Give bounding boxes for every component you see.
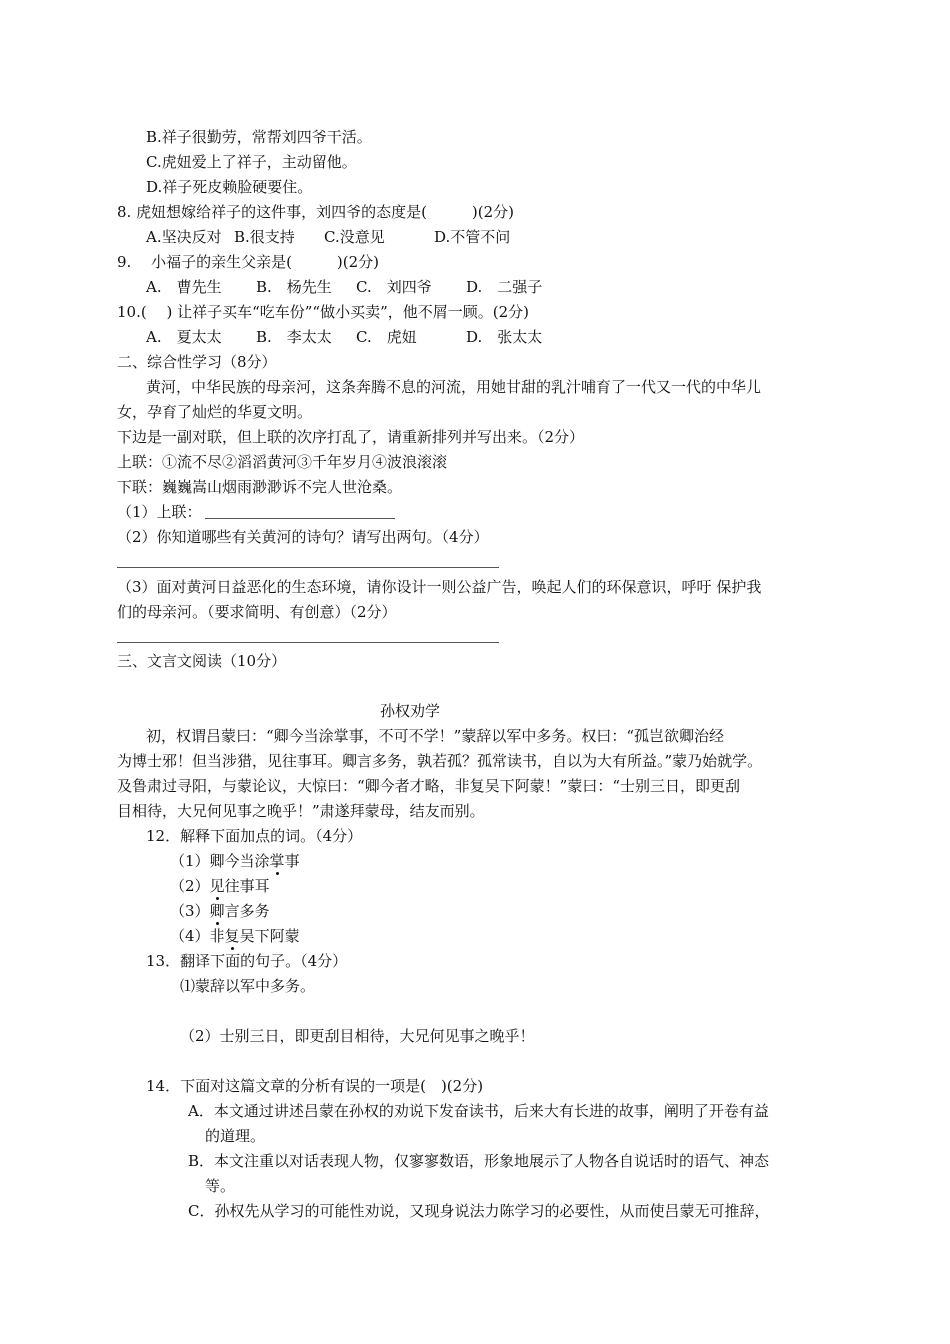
passage-title: 孙权劝学 (380, 702, 441, 720)
q13-stem: 13．翻译下面的句子。（4分） (146, 952, 348, 970)
dotted-word: 卿 (209, 902, 225, 920)
q8-option-a: A.坚决反对 (146, 228, 222, 246)
q12-item-2: （2）见往事耳 (170, 877, 270, 895)
q9-options (146, 277, 542, 297)
q10-stem: 10.( ) 让祥子买车“吃车份”“做小买卖”，他不屑一顾。(2分) (117, 303, 530, 321)
passage-line3: 及鲁肃过寻阳，与蒙论议，大惊曰：“卿今者才略，非复吴下阿蒙！”蒙曰：“士别三日，即更刮 (117, 777, 741, 795)
q12-item-1: （1）卿今当涂掌事 (170, 852, 300, 870)
q14-stem: 14．下面对这篇文章的分析有误的一项是( )(2分) (146, 1077, 484, 1095)
dotted-word: 见 (209, 877, 225, 895)
q9-option-d: D. 二强子 (466, 278, 543, 296)
answer-line-q2 (117, 567, 499, 568)
section2-heading: 二、综合性学习（8分） (117, 353, 277, 371)
q8-option-d: D.不管不问 (434, 228, 511, 246)
q14-option-c-line1: C．孙权先从学习的可能性劝说，又现身说法力陈学习的必要性，从而使吕蒙无可推辞， (188, 1202, 770, 1220)
passage-line2: 为博士邪！但当涉猎，见往事耳。卿言多务，孰若孤？孤常读书，自以为大有所益。”蒙乃始就学。 (117, 752, 763, 770)
dotted-word: 复 (224, 927, 240, 945)
q9-stem: 9. 小福子的亲生父亲是( )(2分) (117, 253, 380, 271)
section2-q3-line1: （3）面对黄河日益恶化的生态环境，请你设计一则公益广告，唤起人们的环保意识，呼吁 保护我 (117, 578, 762, 596)
q9-option-b: B. 杨先生 (256, 278, 332, 296)
q8-stem: 8. 虎妞想嫁给祥子的这件事，刘四爷的态度是( )(2分) (117, 203, 515, 221)
q8-option-c: C.没意见 (324, 228, 385, 246)
q7-option-b: B.祥子很勤劳，常帮刘四爷干活。 (146, 128, 372, 146)
q10-option-a: A. 夏太太 (146, 328, 222, 346)
q13-item-1: ⑴蒙辞以军中多务。 (180, 977, 316, 995)
section2-q2: （2）你知道哪些有关黄河的诗句？请写出两句。（4分） (117, 528, 489, 546)
passage-line4: 目相待，大兄何见事之晚乎！”肃遂拜蒙母，结友而别。 (117, 802, 485, 820)
q12-item-4: （4）非复吴下阿蒙 (170, 927, 300, 945)
answer-line-q1 (205, 518, 395, 519)
q10-option-d: D. 张太太 (466, 328, 543, 346)
dotted-word: 掌 (269, 852, 285, 870)
q12-item-3: （3）卿言多务 (170, 902, 270, 920)
q7-option-d: D.祥子死皮赖脸硬要住。 (146, 178, 313, 196)
section2-q1: （1）上联： (117, 503, 202, 521)
q10-options (146, 327, 542, 347)
section3-heading: 三、文言文阅读（10分） (117, 652, 287, 670)
q8-option-b: B.很支持 (234, 228, 295, 246)
q9-option-c: C. 刘四爷 (356, 278, 432, 296)
q14-option-b-line1: B．本文注重以对话表现人物，仅寥寥数语，形象地展示了人物各自说话时的语气、神态 (188, 1152, 770, 1170)
section2-para-line1: 黄河，中华民族的母亲河，这条奔腾不息的河流，用她甘甜的乳汁哺育了一代又一代的中华儿 (146, 378, 762, 396)
couplet-upper: 上联：①流不尽②滔滔黄河③千年岁月④波浪滚滚 (117, 453, 448, 471)
section2-para-line2: 女，孕育了灿烂的华夏文明。 (117, 403, 313, 421)
section2-q3-line2: 们的母亲河。（要求简明、有创意）（2分） (117, 603, 397, 621)
q10-option-c: C. 虎妞 (356, 328, 417, 346)
couplet-instruction: 下边是一副对联，但上联的次序打乱了，请重新排列并写出来。（2分） (117, 428, 585, 446)
q9-option-a: A. 曹先生 (146, 278, 222, 296)
q14-option-b-line2: 等。 (205, 1177, 236, 1195)
q13-item-2: （2）士别三日，即更刮目相待，大兄何见事之晚乎！ (180, 1027, 535, 1045)
q14-option-a-line1: A．本文通过讲述吕蒙在孙权的劝说下发奋读书，后来大有长进的故事，阐明了开卷有益 (188, 1102, 769, 1120)
q7-option-c: C.虎妞爱上了祥子，主动留他。 (146, 153, 357, 171)
q10-option-b: B. 李太太 (256, 328, 332, 346)
passage-line1: 初，权谓吕蒙曰：“卿今当涂掌事，不可不学！”蒙辞以军中多务。权曰：“孤岂欲卿治经 (146, 727, 725, 745)
answer-line-q3 (117, 642, 499, 643)
q12-stem: 12．解释下面加点的词。（4分） (146, 827, 363, 845)
q14-option-a-line2: 的道理。 (205, 1127, 266, 1145)
q8-options (146, 227, 510, 247)
couplet-lower: 下联：巍巍嵩山烟雨渺渺诉不完人世沧桑。 (117, 478, 403, 496)
